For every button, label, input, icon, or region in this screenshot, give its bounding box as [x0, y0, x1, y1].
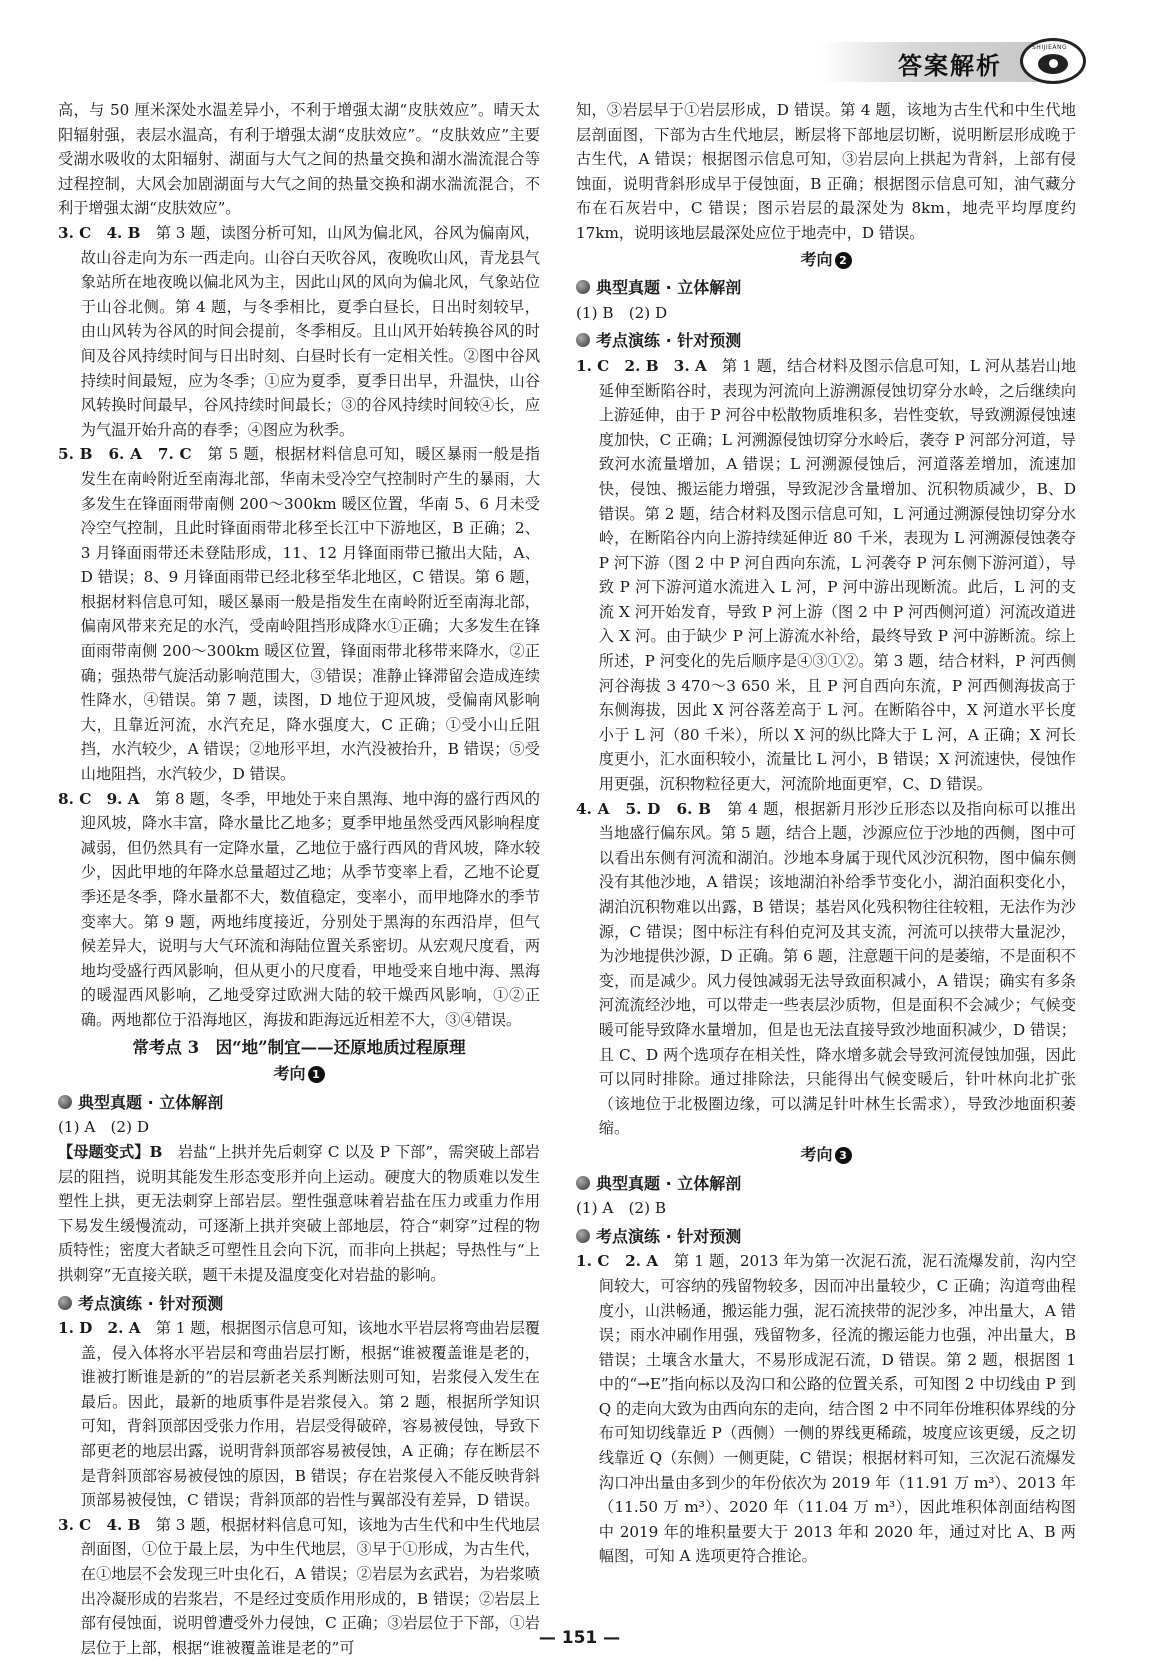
typical-title: 典型真题 · 立体解剖	[596, 1173, 742, 1193]
answer-key: 3. C 4. B	[58, 223, 141, 242]
answer-explanation: 第 8 题，冬季，甲地处于来自黑海、地中海的盛行西风的迎风坡，降水丰富，降水量比乙地多；夏季甲地虽然受西风影响程度减弱，但仍然具有一定降水量，乙地位于盛行西风的背风坡，降水较少，因此甲地的年降水总量超过乙地；从季节变率上看，乙地不论夏季还是冬季，降水量都不大，数值稳定，变率小，而甲地降水的季节变率大。第 9 题，两地纬度接近，分别处于黑海的东西沿岸，但气候差异大，说明与大气环流和海陆位置关系密切。从宏观尺度看，两地均受盛行西风影响，但从更小的尺度看，甲地受来自地中海、黑海的暖湿西风影响，乙地受穿过欧洲大陆的较干燥西风影响，①②正确。两地都位于沿海地区，海拔和距海远近相差不大，③④错误。	[80, 789, 540, 1029]
direction-number: 1	[308, 1066, 325, 1083]
answer-explanation: 第 3 题，读图分析可知，山风为偏北风，谷风为偏南风，故山谷走向为东一西走向。山谷白天吹谷风，夜晚吹山风，青龙县气象站所在地夜晚以偏北风为主，因此山风的风向为偏北风，气象站位于山谷北侧。第 4 题，与冬季相比，夏季白昼长，日出时刻较早，由山风转为谷风的时间会提前，冬季相反。且山风开始转换谷风的时间及谷风持续时间与日出时刻、白昼时长有一定相关性。②图中谷风持续时间最短，应为冬季；①应为夏季，夏季日出早，升温快，山谷风转换时间最早，谷风持续时间最长；③的谷风持续时间较④长，应为气温开始升高的春季；④图应为秋季。	[80, 223, 540, 439]
direction-heading-3	[576, 1143, 1076, 1168]
typical-answer: (1) A (2) D	[58, 1118, 150, 1137]
direction-number: 3	[835, 1147, 852, 1164]
practice-heading	[576, 329, 1076, 354]
left-column	[58, 98, 540, 1660]
bullet-icon	[576, 1229, 590, 1243]
variant-label: 【母题变式】B	[58, 1142, 163, 1161]
practice-heading	[58, 1292, 540, 1317]
page-number: — 151 —	[538, 1628, 621, 1648]
direction-label: 考向	[800, 249, 833, 269]
direction-label: 考向	[800, 1144, 833, 1164]
typical-question-heading	[576, 276, 1076, 301]
bullet-icon	[576, 280, 590, 294]
answer-explanation: 第 1 题，结合材料及图示信息可知，L 河从基岩山地延伸至断陷谷时，表现为河流向上游溯源侵蚀切穿分水岭，之后继续向上游延伸，由于 P 河谷中松散物质堆积多，岩性变软，导致溯源侵蚀速度加快，C 正确；L 河溯源侵蚀切穿分水岭后，袭夺 P 河部分河道，导致河水流量增加，A 错误；L 河溯源侵蚀后，河道落差增加，流速加快，侵蚀、搬运能力增强，导致泥沙含量增加、沉积物质减少，B、D 错误。第 2 题，结合材料及图示信息可知，L 河通过溯源侵蚀切穿分水岭，在断陷谷内向上游持续延伸近 80 千米，表现为 L 河溯源侵蚀袭夺 P 河下游（图 2 中 P 河自西向东流，L 河袭夺 P 河东侧下游河道），导致 P 河下游河道水流进入 L 河，P 河中游出现断流。此后，L 河的支流 X 河开始发育，导致 P 河上游（图 2 中 P 河西侧河道）河流改道进入 X 河。由于缺少 P 河上游流水补给，最终导致 P 河中游断流。综上所述，P 河变化的先后顺序是④③①②。第 3 题，结合材料，P 河西侧河谷海拔 3 470～3 650 米，且 P 河自西向东流，P 河西侧海拔高于东侧海拔，因此 X 河谷落差高于 L 河。在断陷谷中，X 河道水平长度小于 L 河（80 千米），所以 X 河的纵比降大于 L 河，A 正确；X 河长度更小，汇水面积较小，流量比 L 河小，B 错误；X 河流速快，侵蚀作用更强，沉积物粒径更大，河流阶地面更窄，C、D 错误。	[598, 356, 1077, 794]
answer-key: 1. C 2. A	[576, 1252, 659, 1271]
answer-key: 5. B 6. A 7. C	[58, 445, 192, 464]
direction-heading-1	[58, 1062, 540, 1087]
answer-q5-7	[58, 442, 540, 786]
typical-answer: (1) A (2) B	[576, 1199, 666, 1218]
answer-key: 8. C 9. A	[58, 789, 140, 808]
answer-q4-6	[576, 797, 1076, 1141]
answer-q1-2c	[576, 1249, 1076, 1569]
practice-title: 考点演练 · 针对预测	[596, 331, 742, 351]
page-header	[820, 32, 1100, 90]
direction-heading-2	[576, 248, 1076, 273]
typical-title: 典型真题 · 立体解剖	[78, 1092, 224, 1112]
typical-question-heading	[58, 1091, 540, 1116]
answer-q3-4	[58, 221, 540, 442]
bullet-icon	[58, 1095, 72, 1109]
answer-explanation: 第 1 题，根据图示信息可知，该地水平岩层将弯曲岩层覆盖，侵入体将水平岩层和弯曲岩层打断，根据“谁被覆盖谁是老的，谁被打断谁是新的”的岩层新老关系判断法则可知，岩浆侵入发生在最后。因此，最新的地质事件是岩浆侵入。第 2 题，根据所学知识可知，背斜顶部因受张力作用，岩层受得破碎，容易被侵蚀，导致下部更老的地层出露，说明背斜顶部容易被侵蚀，A 正确；存在断层不是背斜顶部容易被侵蚀的原因，B 错误；存在岩浆侵入不能反映背斜顶部易被侵蚀，C 错误；背斜顶部的岩性与翼部没有差异，D 错误。	[80, 1319, 540, 1510]
brand-logo-icon	[1020, 38, 1086, 84]
practice-title: 考点演练 · 针对预测	[596, 1226, 742, 1246]
practice-title: 考点演练 · 针对预测	[78, 1293, 224, 1313]
header-title: 答案解析	[898, 52, 1002, 80]
answer-q1-2	[58, 1316, 540, 1513]
typical-question-heading	[576, 1172, 1076, 1197]
paragraph-continued: 知，③岩层早于①岩层形成，D 错误。第 4 题，该地为古生代和中生代地层剖面图，下部为古生代地层，断层将下部地层切断，说明断层形成晚于古生代，A 错误；根据图示信息可知，③岩层向上拱起为背斜，上部有侵蚀面，说明背斜形成早于侵蚀面，B 正确；根据图示信息可知，油气藏分布在石灰岩中，C 错误；图示岩层的最深处为 8km，地壳平均厚度约 17km，说明该地层最深处应位于地壳中，D 错误。	[576, 101, 1076, 242]
bullet-icon	[58, 1296, 72, 1310]
answer-q1-3	[576, 354, 1076, 797]
section-title: 常考点 3 因“地”制宜——还原地质过程原理	[132, 1037, 466, 1057]
eye-icon	[1038, 54, 1068, 74]
answer-explanation: 第 5 题，根据材料信息可知，暖区暴雨一般是指发生在南岭附近至南海北部，华南未受冷空气控制时产生的暴雨，大多发生在锋面雨带南侧 200～300km 暖区位置，华南 5、6 月未受冷空气控制，且此时锋面雨带北移至长江中下游地区，B 正确；2、3 月锋面雨带还未登陆形成，11、12 月锋面雨带已撤出大陆，A、D 错误；8、9 月锋面雨带已经北移至华北地区，C 错误。第 6 题，根据材料信息可知，暖区暴雨一般是指发生在南岭附近至南海北部，偏南风带来充足的水汽，受南岭阻挡形成降水①正确；大多发生在锋面雨带南侧 200～300km 暖区位置，锋面雨带北移带来降水，②正确；强热带气旋活动影响范围大，③错误；准静止锋滞留会造成连续性降水，④错误。第 7 题，读图，D 地位于迎风坡，受偏南风影响大，且靠近河流，水汽充足，降水强度大，C 正确；①受小山丘阻挡，水汽较少，A 错误；②地形平坦，水汽没被抬升，B 错误；⑤受山地阻挡，水汽较少，D 错误。	[80, 445, 540, 784]
answer-explanation: 第 1 题，2013 年为第一次泥石流，泥石流爆发前，沟内空间较大，可容纳的残留物较多，因而冲出量较少，C 正确；沟道弯曲程度小，山洪畅通，搬运能力强，泥石流挟带的泥沙多，冲出量大，A 错误；雨水冲刷作用强，残留物多，径流的搬运能力也强，冲出量大，B 错误；土壤含水量大，不易形成泥石流，D 错误。第 2 题，根据图 1 中的“→E”指向标以及沟口和公路的位置关系，可知图 2 中切线由 P 到 Q 的走向大致为由西向东的走向，结合图 2 中不同年份堆积体界线的分布可知切线靠近 P（西侧）一侧的界线更稀疏，坡度应该更缓，反之切线靠近 Q（东侧）一侧更陡，C 错误；根据材料可知，三次泥石流爆发沟口冲出量由多到少的年份依次为 2019 年（11.91 万 m³）、2013 年（11.50 万 m³）、2020 年（11.04 万 m³），因此堆积体剖面结构图中 2019 年的堆积量要大于 2013 年和 2020 年，通过对比 A、B 两幅图，可知 A 选项更符合推论。	[598, 1252, 1077, 1566]
logo-text: SHIJIEANG	[1032, 44, 1068, 51]
bullet-icon	[576, 1176, 590, 1190]
typical-answer: (1) B (2) D	[576, 303, 668, 322]
answer-explanation: 第 3 题，根据材料信息可知，该地为古生代和中生代地层剖面图，①位于最上层，为中生代地层，③早于①形成，为古生代，在①地层不会发现三叶虫化石，A 错误；②岩层为玄武岩，为岩浆喷出冷凝形成的岩浆岩，不是经过变质作用形成的，B 错误；②岩层上部有侵蚀面，说明曾遭受外力侵蚀，C 正确；③岩层位于下部，①岩层位于上部，根据“谁被覆盖谁是老的”可	[80, 1515, 540, 1657]
practice-heading	[576, 1225, 1076, 1250]
right-column	[576, 98, 1076, 1569]
answer-q8-9	[58, 787, 540, 1033]
bullet-icon	[576, 333, 590, 347]
answer-key: 4. A 5. D 6. B	[576, 799, 711, 818]
variant-paragraph	[58, 1140, 540, 1288]
paragraph-intro: 高，与 50 厘米深处水温差异小，不利于增强太湖“皮肤效应”。晴天太阳辐射强，表层水温高，有利于增强太湖“皮肤效应”。“皮肤效应”主要受湖水吸收的太阳辐射、湖面与大气之间的热量交换和湖水湍流混合等过程控制，大风会加剧湖面与大气之间的热量交换和湖水湍流混合，不利于增强太湖“皮肤效应”。	[58, 101, 540, 218]
typical-title: 典型真题 · 立体解剖	[596, 278, 742, 298]
answer-key: 1. C 2. B 3. A	[576, 356, 707, 375]
direction-label: 考向	[273, 1064, 306, 1084]
answer-explanation: 第 4 题，根据新月形沙丘形态以及指向标可以推出当地盛行偏东风。第 5 题，结合上题，沙源应位于沙地的西侧，图中可以看出东侧有河流和湖泊。沙地本身属于现代风沙沉积物，图中偏东侧没有其他沙地，A 错误；该地湖泊补给季节变化小，湖泊面积变化小，湖泊沉积物难以出露，B 错误；基岩风化残积物往往较粗，无法作为沙源，C 错误；图中标注有科伯克河及其支流，河流可以挟带大量泥沙，为沙地提供沙源，D 正确。第 6 题，注意题干问的是萎缩，不是面积不变，而是减少。风力侵蚀减弱无法导致面积减小，A 错误；确实有多条河流流经沙地，可以带走一些表层沙质物，但是面积不会减少；气候变暖可能导致降水量增加，但是也无法直接导致沙地面积减少，D 错误；且 C、D 两个选项存在相关性，降水增多就会导致河流侵蚀加强，因此可以同时排除。通过排除法，只能得出气候变暖后，针叶林向北扩张（该地位于北极圈边缘，可以满足针叶林生长需求），导致沙地面积萎缩。	[598, 799, 1077, 1138]
variant-explanation: 岩盐“上拱并先后刺穿 C 以及 P 下部”，需突破上部岩层的阻挡，说明其能发生形态变形并向上运动。硬度大的物质难以发生塑性上拱，更无法刺穿上部岩层。塑性强意味着岩盐在压力或重力作用下易发生缓慢流动，可逐渐上拱并突破上部地层，符合“刺穿”过程的物质特性；密度大者缺乏可塑性且会向下沉，而非向上拱起；导热性与“上拱刺穿”无直接关联，题干未提及温度变化对岩盐的影响。	[58, 1142, 540, 1284]
direction-number: 2	[835, 252, 852, 269]
answer-key: 1. D 2. A	[58, 1319, 141, 1338]
answer-key: 3. C 4. B	[58, 1515, 141, 1534]
